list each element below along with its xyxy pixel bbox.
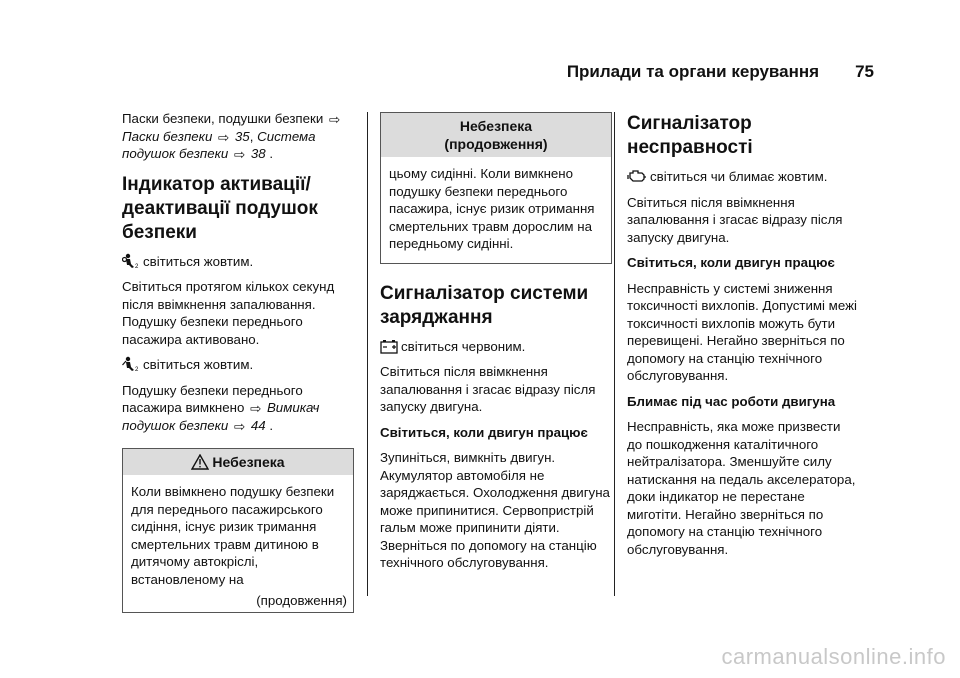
subheading: Світиться, коли двигун працює (380, 424, 588, 440)
section-title: Прилади та органи керування (566, 62, 820, 81)
warning-text: Коли ввімкнено подушку безпеки для переднього пасажирського сидіння, існує ризик тримання смертельних травм дитиною в дитячому автокріслі, встановленому на (131, 484, 335, 587)
paragraph: Зупиніться, вимкніть двигун. Акумулятор автомобіля не заряджається. Охолодження двигуна може припинитися. Сервопристрій гальм може припинити діяти. Зверніться по допомогу на станцію технічного обслуговування. (380, 450, 610, 570)
section-heading: Сигналізатор системи заряджання (380, 282, 589, 328)
column-divider-1 (367, 112, 368, 596)
page-number: 75 (855, 62, 874, 81)
svg-text:2: 2 (135, 367, 139, 372)
paragraph: Подушку безпеки переднього пасажира вимкнено ⇨ Вимикач подушок безпеки ⇨ 44 . (122, 382, 320, 434)
indicator-line: світиться червоним. (380, 338, 612, 356)
svg-text:2: 2 (135, 263, 139, 269)
paragraph: Несправність у системі зниження токсичності вихлопів. Допустимі межі токсичності вихлопів можуть бути перевищені. Негайно зверніться по допомогу на станцію технічного обслуговування. (627, 280, 857, 383)
column-1 (122, 110, 354, 613)
section-heading: Індикатор активації/деактивації подушок безпеки (122, 173, 318, 243)
column-divider-2 (614, 112, 615, 596)
paragraph: Світиться після ввімкнення запалювання і згасає відразу після запуску двигуна. (380, 364, 596, 414)
reference-arrow-icon: ⇨ (250, 401, 262, 416)
indicator-line: 2 світиться жовтим. (122, 356, 354, 374)
link-airbag-switch[interactable]: Вимикач подушок безпеки (122, 400, 320, 433)
reference-arrow-icon: ⇨ (218, 129, 230, 145)
warning-text: цьому сидінні. Коли вимкнено подушку безпеки переднього пасажира, існує ризик отримання смертельних травм дорослим на передньому сидінні. (389, 166, 595, 251)
continued-label: (продовження) (256, 593, 347, 608)
watermark: carmanualsonline.info (721, 644, 946, 669)
link-seat-belts[interactable]: Паски безпеки (122, 128, 213, 144)
battery-icon (380, 339, 398, 354)
column-2 (380, 110, 612, 580)
airbag-off-icon (122, 356, 140, 372)
subheading: Світиться, коли двигун працює (627, 255, 835, 270)
paragraph: Світиться протягом кількох секунд після ввімкнення запалювання. Подушку безпеки переднього пасажира активовано. (122, 279, 335, 347)
warning-box-continued (380, 112, 612, 264)
reference-arrow-icon: ⇨ (233, 418, 246, 434)
warning-triangle-icon (191, 454, 209, 470)
subheading: Блимає під час роботи двигуна (627, 393, 836, 409)
page-header (567, 62, 874, 82)
section-heading: Сигналізатор несправності (627, 113, 753, 158)
airbag-on-icon (122, 253, 140, 269)
link-airbag-system[interactable]: Система подушок безпеки (122, 128, 316, 161)
paragraph: Світиться після ввімкнення запалювання і згасає відразу після запуску двигуна. (627, 194, 843, 245)
reference-arrow-icon: ⇨ (233, 147, 246, 162)
cross-reference-paragraph: Паски безпеки, подушки безпеки ⇨ Паски безпеки ⇨ 35, Система подушок безпеки ⇨ 38 . (122, 111, 341, 162)
warning-box (122, 448, 354, 613)
warning-header: Небезпека (продовження) (381, 113, 611, 157)
indicator-line: 2 світиться жовтим. (122, 253, 354, 271)
reference-arrow-icon: ⇨ (328, 112, 341, 127)
indicator-line: світиться чи блимає жовтим. (627, 168, 859, 186)
warning-header: Небезпека (123, 449, 353, 475)
paragraph: Несправність, яка може призвести до пошкодження каталітичного нейтралізатора. Зменшуйте силу натискання на педаль акселератора, доки індикатор не перестане миготіти. Негайно зверніться по допомогу на станцію технічного обслуговування. (627, 419, 856, 557)
column-3 (627, 110, 859, 566)
check-engine-icon (627, 168, 647, 184)
